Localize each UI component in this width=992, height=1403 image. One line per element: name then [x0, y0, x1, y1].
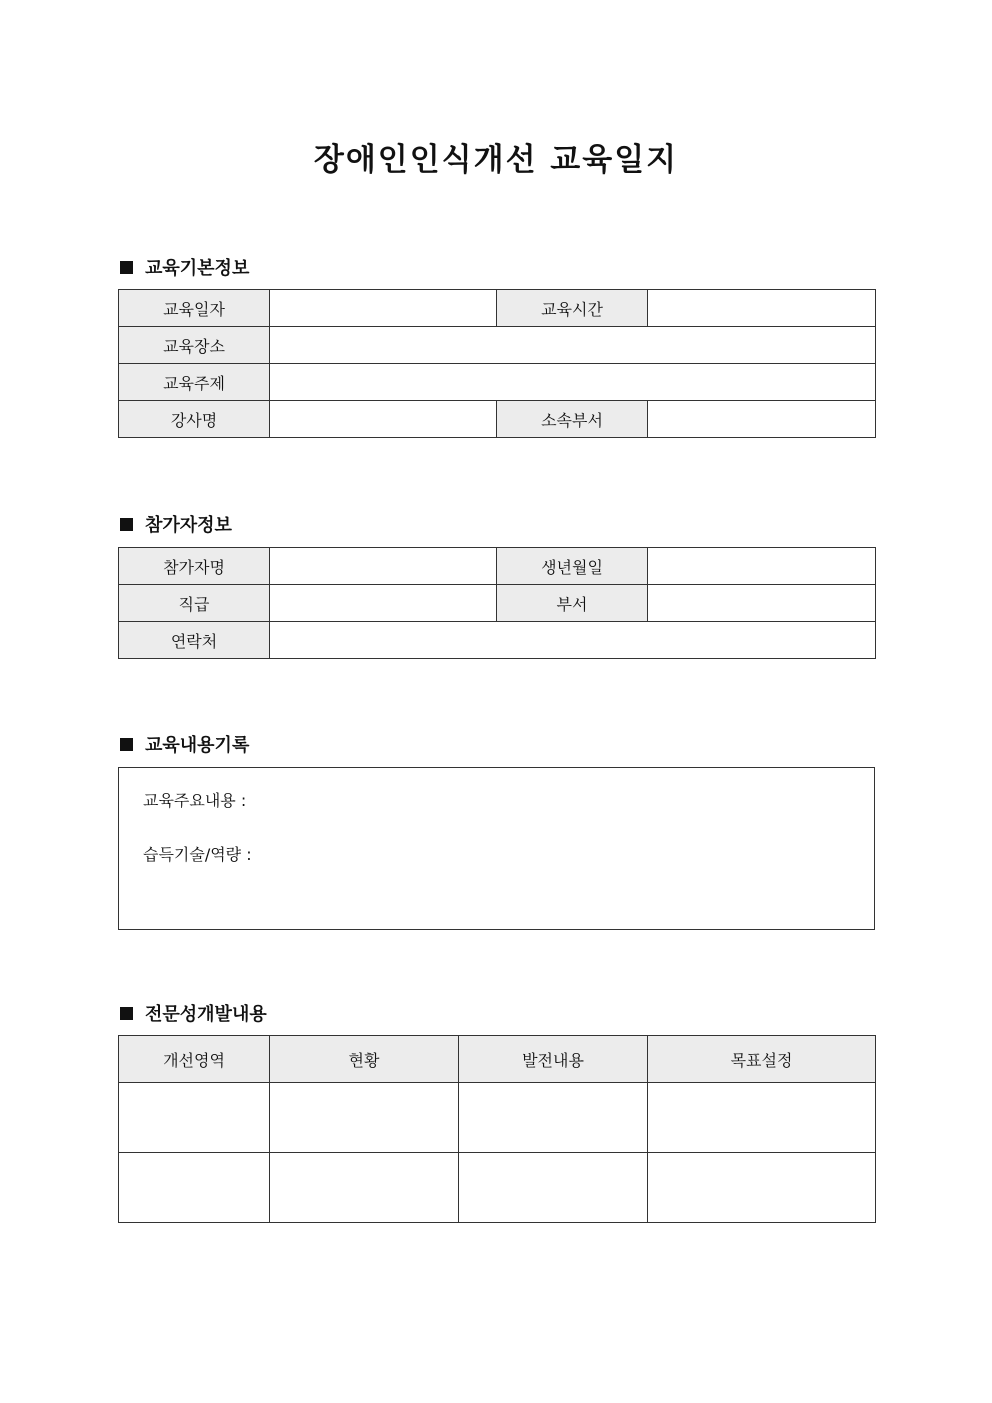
table-header-row	[119, 1036, 876, 1083]
participant-dept-label: 부서	[497, 585, 648, 622]
improvement-area-cell[interactable]	[119, 1083, 270, 1153]
rank-label: 직급	[119, 585, 270, 622]
time-label: 교육시간	[497, 290, 648, 327]
time-field[interactable]	[648, 290, 876, 327]
skills-label: 습득기술/역량 :	[143, 845, 252, 864]
status-cell[interactable]	[270, 1153, 459, 1223]
goal-cell[interactable]	[648, 1153, 876, 1223]
section-title: 교육기본정보	[145, 258, 250, 279]
column-header-goal: 목표설정	[648, 1036, 876, 1083]
column-header-development: 발전내용	[459, 1036, 648, 1083]
square-bullet-icon	[120, 738, 133, 751]
table-row	[119, 1153, 876, 1223]
contact-label: 연락처	[119, 622, 270, 659]
participant-dept-field[interactable]	[648, 585, 876, 622]
section-heading-development	[120, 1000, 267, 1026]
department-label: 소속부서	[497, 401, 648, 438]
place-field[interactable]	[270, 327, 876, 364]
table-row	[119, 364, 876, 401]
table-row	[119, 1083, 876, 1153]
participant-info-table	[118, 547, 876, 659]
date-label: 교육일자	[119, 290, 270, 327]
record-box[interactable]	[118, 767, 875, 930]
birth-date-label: 생년월일	[497, 548, 648, 585]
section-heading-participant	[120, 511, 232, 537]
table-row	[119, 290, 876, 327]
development-cell[interactable]	[459, 1153, 648, 1223]
birth-date-field[interactable]	[648, 548, 876, 585]
department-field[interactable]	[648, 401, 876, 438]
table-row	[119, 622, 876, 659]
column-header-improvement-area: 개선영역	[119, 1036, 270, 1083]
square-bullet-icon	[120, 518, 133, 531]
place-label: 교육장소	[119, 327, 270, 364]
section-title: 교육내용기록	[145, 735, 250, 756]
goal-cell[interactable]	[648, 1083, 876, 1153]
square-bullet-icon	[120, 261, 133, 274]
instructor-field[interactable]	[270, 401, 497, 438]
table-row	[119, 327, 876, 364]
main-content-label: 교육주요내용 :	[143, 791, 247, 810]
contact-field[interactable]	[270, 622, 876, 659]
section-title: 참가자정보	[145, 515, 232, 536]
section-heading-record	[120, 731, 249, 757]
square-bullet-icon	[120, 1007, 133, 1020]
basic-info-table	[118, 289, 876, 438]
rank-field[interactable]	[270, 585, 497, 622]
section-title: 전문성개발내용	[145, 1004, 267, 1025]
table-row	[119, 585, 876, 622]
participant-name-label: 참가자명	[119, 548, 270, 585]
topic-field[interactable]	[270, 364, 876, 401]
development-cell[interactable]	[459, 1083, 648, 1153]
improvement-area-cell[interactable]	[119, 1153, 270, 1223]
page-title: 장애인인식개선 교육일지	[313, 142, 679, 178]
column-header-status: 현황	[270, 1036, 459, 1083]
instructor-label: 강사명	[119, 401, 270, 438]
table-row	[119, 548, 876, 585]
development-table	[118, 1035, 876, 1223]
date-field[interactable]	[270, 290, 497, 327]
participant-name-field[interactable]	[270, 548, 497, 585]
section-heading-basic	[120, 254, 249, 280]
status-cell[interactable]	[270, 1083, 459, 1153]
table-row	[119, 401, 876, 438]
topic-label: 교육주제	[119, 364, 270, 401]
